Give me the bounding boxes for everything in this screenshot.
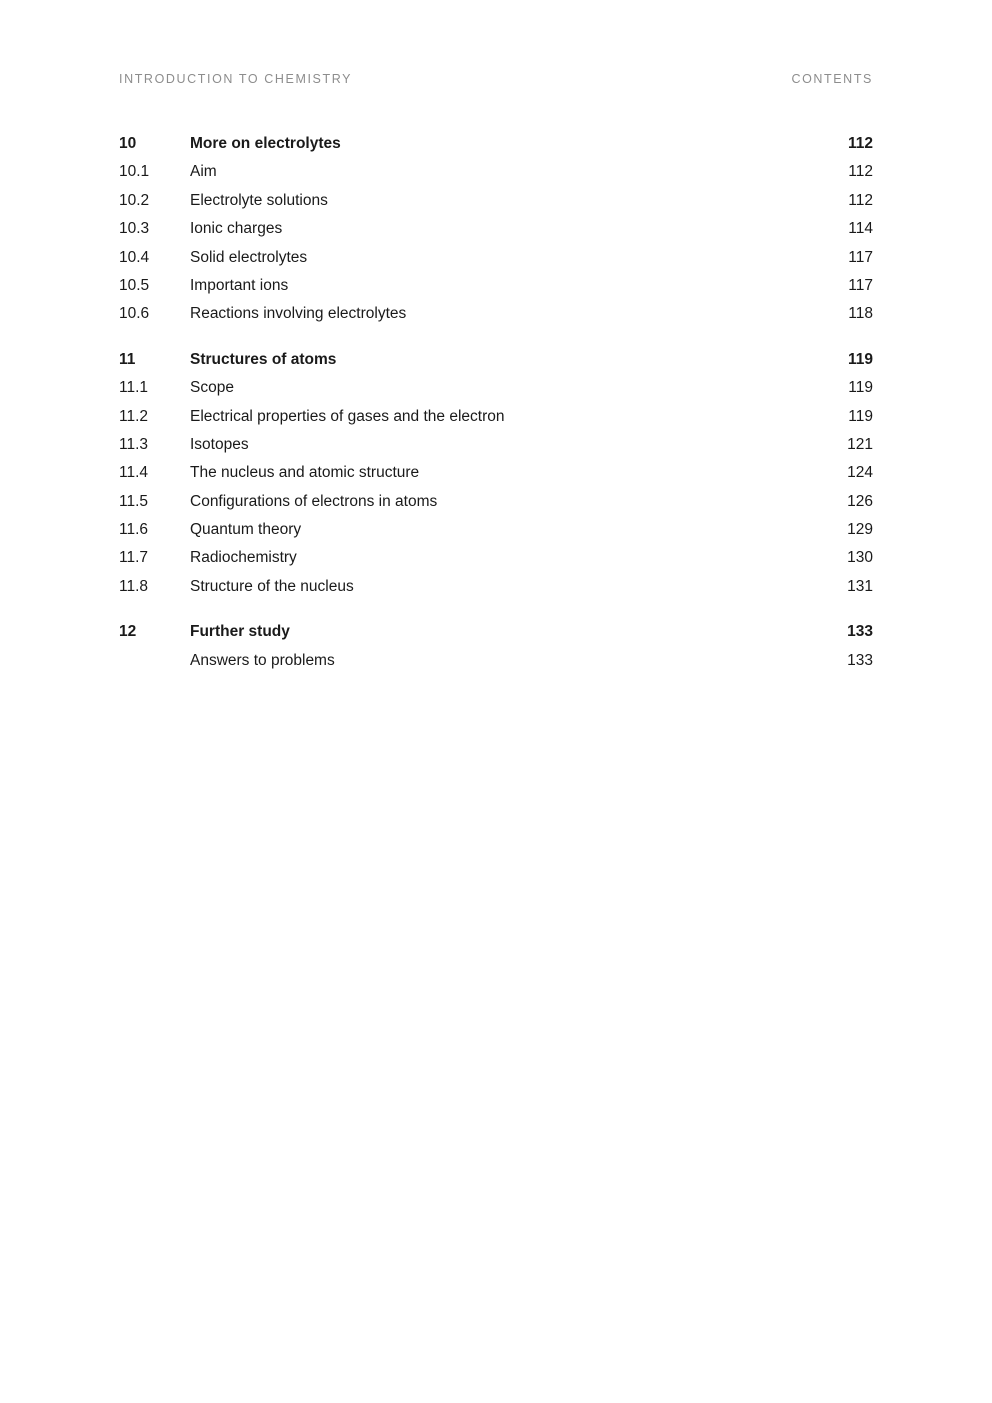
toc-entry-number: 10.4	[119, 248, 150, 266]
toc-entry-title: Answers to problems	[190, 651, 335, 669]
toc-entry-page: 131	[847, 577, 873, 595]
toc-entry-title: Isotopes	[190, 435, 249, 453]
toc-entry-page: 133	[847, 623, 873, 641]
running-head-right: CONTENTS	[791, 72, 873, 86]
toc-entry-page: 119	[848, 407, 873, 425]
toc-entry-number: 11.6	[119, 521, 149, 539]
toc-row	[119, 158, 873, 186]
toc-row	[119, 488, 873, 516]
toc-entry-page: 117	[848, 248, 873, 266]
running-head-left: INTRODUCTION TO CHEMISTRY	[119, 72, 353, 86]
toc-entry-title: Quantum theory	[190, 521, 302, 539]
toc-entry-title: Solid electrolytes	[190, 248, 308, 266]
toc-entry-title: Aim	[190, 163, 217, 181]
toc-entry-page: 119	[848, 379, 873, 397]
toc-section	[119, 130, 873, 329]
toc-entry-title: The nucleus and atomic structure	[190, 464, 420, 482]
toc-row	[119, 573, 873, 601]
toc-entry-number: 10.3	[119, 220, 150, 238]
toc-entry-page: 114	[848, 220, 873, 238]
toc-entry-page: 130	[847, 549, 873, 567]
toc-entry-page: 112	[847, 135, 873, 152]
toc-entry-title: More on electrolytes	[190, 135, 341, 152]
toc-row	[119, 300, 873, 328]
toc-row	[119, 272, 873, 300]
toc-row	[119, 130, 873, 158]
toc-entry-title: Structures of atoms	[190, 350, 337, 368]
toc-row	[119, 374, 873, 402]
toc-entry-page: 133	[847, 651, 873, 669]
toc-entry-title: Electrolyte solutions	[190, 191, 328, 209]
toc-entry-page: 119	[847, 350, 873, 368]
toc-entry-page: 112	[848, 163, 873, 181]
toc-entry-title: Further study	[190, 623, 290, 641]
toc-section	[119, 346, 873, 602]
toc-entry-title: Radiochemistry	[190, 549, 297, 567]
table-of-contents	[119, 130, 873, 692]
toc-entry-page: 126	[847, 492, 873, 510]
toc-entry-title: Electrical properties of gases and the electron	[190, 407, 505, 425]
toc-entry-title: Important ions	[190, 276, 289, 294]
toc-entry-title: Structure of the nucleus	[190, 577, 354, 595]
toc-entry-number: 10.1	[119, 163, 150, 181]
toc-row	[119, 187, 873, 215]
toc-entry-number: 11	[119, 350, 136, 368]
toc-entry-number: 10.6	[119, 305, 150, 323]
toc-entry-title: Scope	[190, 379, 234, 397]
toc-row	[119, 459, 873, 487]
toc-entry-page: 117	[848, 276, 873, 294]
toc-row	[119, 403, 873, 431]
toc-row	[119, 516, 873, 544]
toc-entry-title: Ionic charges	[190, 220, 283, 238]
toc-row	[119, 647, 873, 675]
toc-entry-number: 10	[119, 135, 137, 152]
toc-entry-number: 11.1	[119, 379, 149, 397]
toc-row	[119, 544, 873, 572]
toc-entry-number: 11.2	[119, 407, 149, 425]
toc-row	[119, 431, 873, 459]
toc-row	[119, 618, 873, 646]
toc-entry-number: 12	[119, 623, 137, 641]
toc-entry-title: Configurations of electrons in atoms	[190, 492, 438, 510]
toc-section	[119, 618, 873, 675]
toc-entry-number: 11.8	[119, 577, 149, 595]
toc-entry-number: 11.4	[119, 464, 149, 482]
toc-entry-number: 10.2	[119, 191, 150, 209]
toc-row	[119, 244, 873, 272]
page-header	[119, 72, 873, 86]
toc-row	[119, 346, 873, 374]
toc-entry-number: 11.5	[119, 492, 149, 510]
toc-entry-page: 129	[847, 521, 873, 539]
toc-entry-number: 11.3	[119, 435, 149, 453]
toc-entry-page: 124	[847, 464, 873, 482]
toc-entry-page: 118	[848, 305, 873, 323]
toc-entry-page: 121	[847, 435, 873, 453]
toc-entry-page: 112	[848, 191, 873, 209]
toc-entry-number: 11.7	[119, 549, 149, 567]
toc-row	[119, 215, 873, 243]
toc-entry-title: Reactions involving electrolytes	[190, 305, 407, 323]
toc-entry-number: 10.5	[119, 276, 150, 294]
